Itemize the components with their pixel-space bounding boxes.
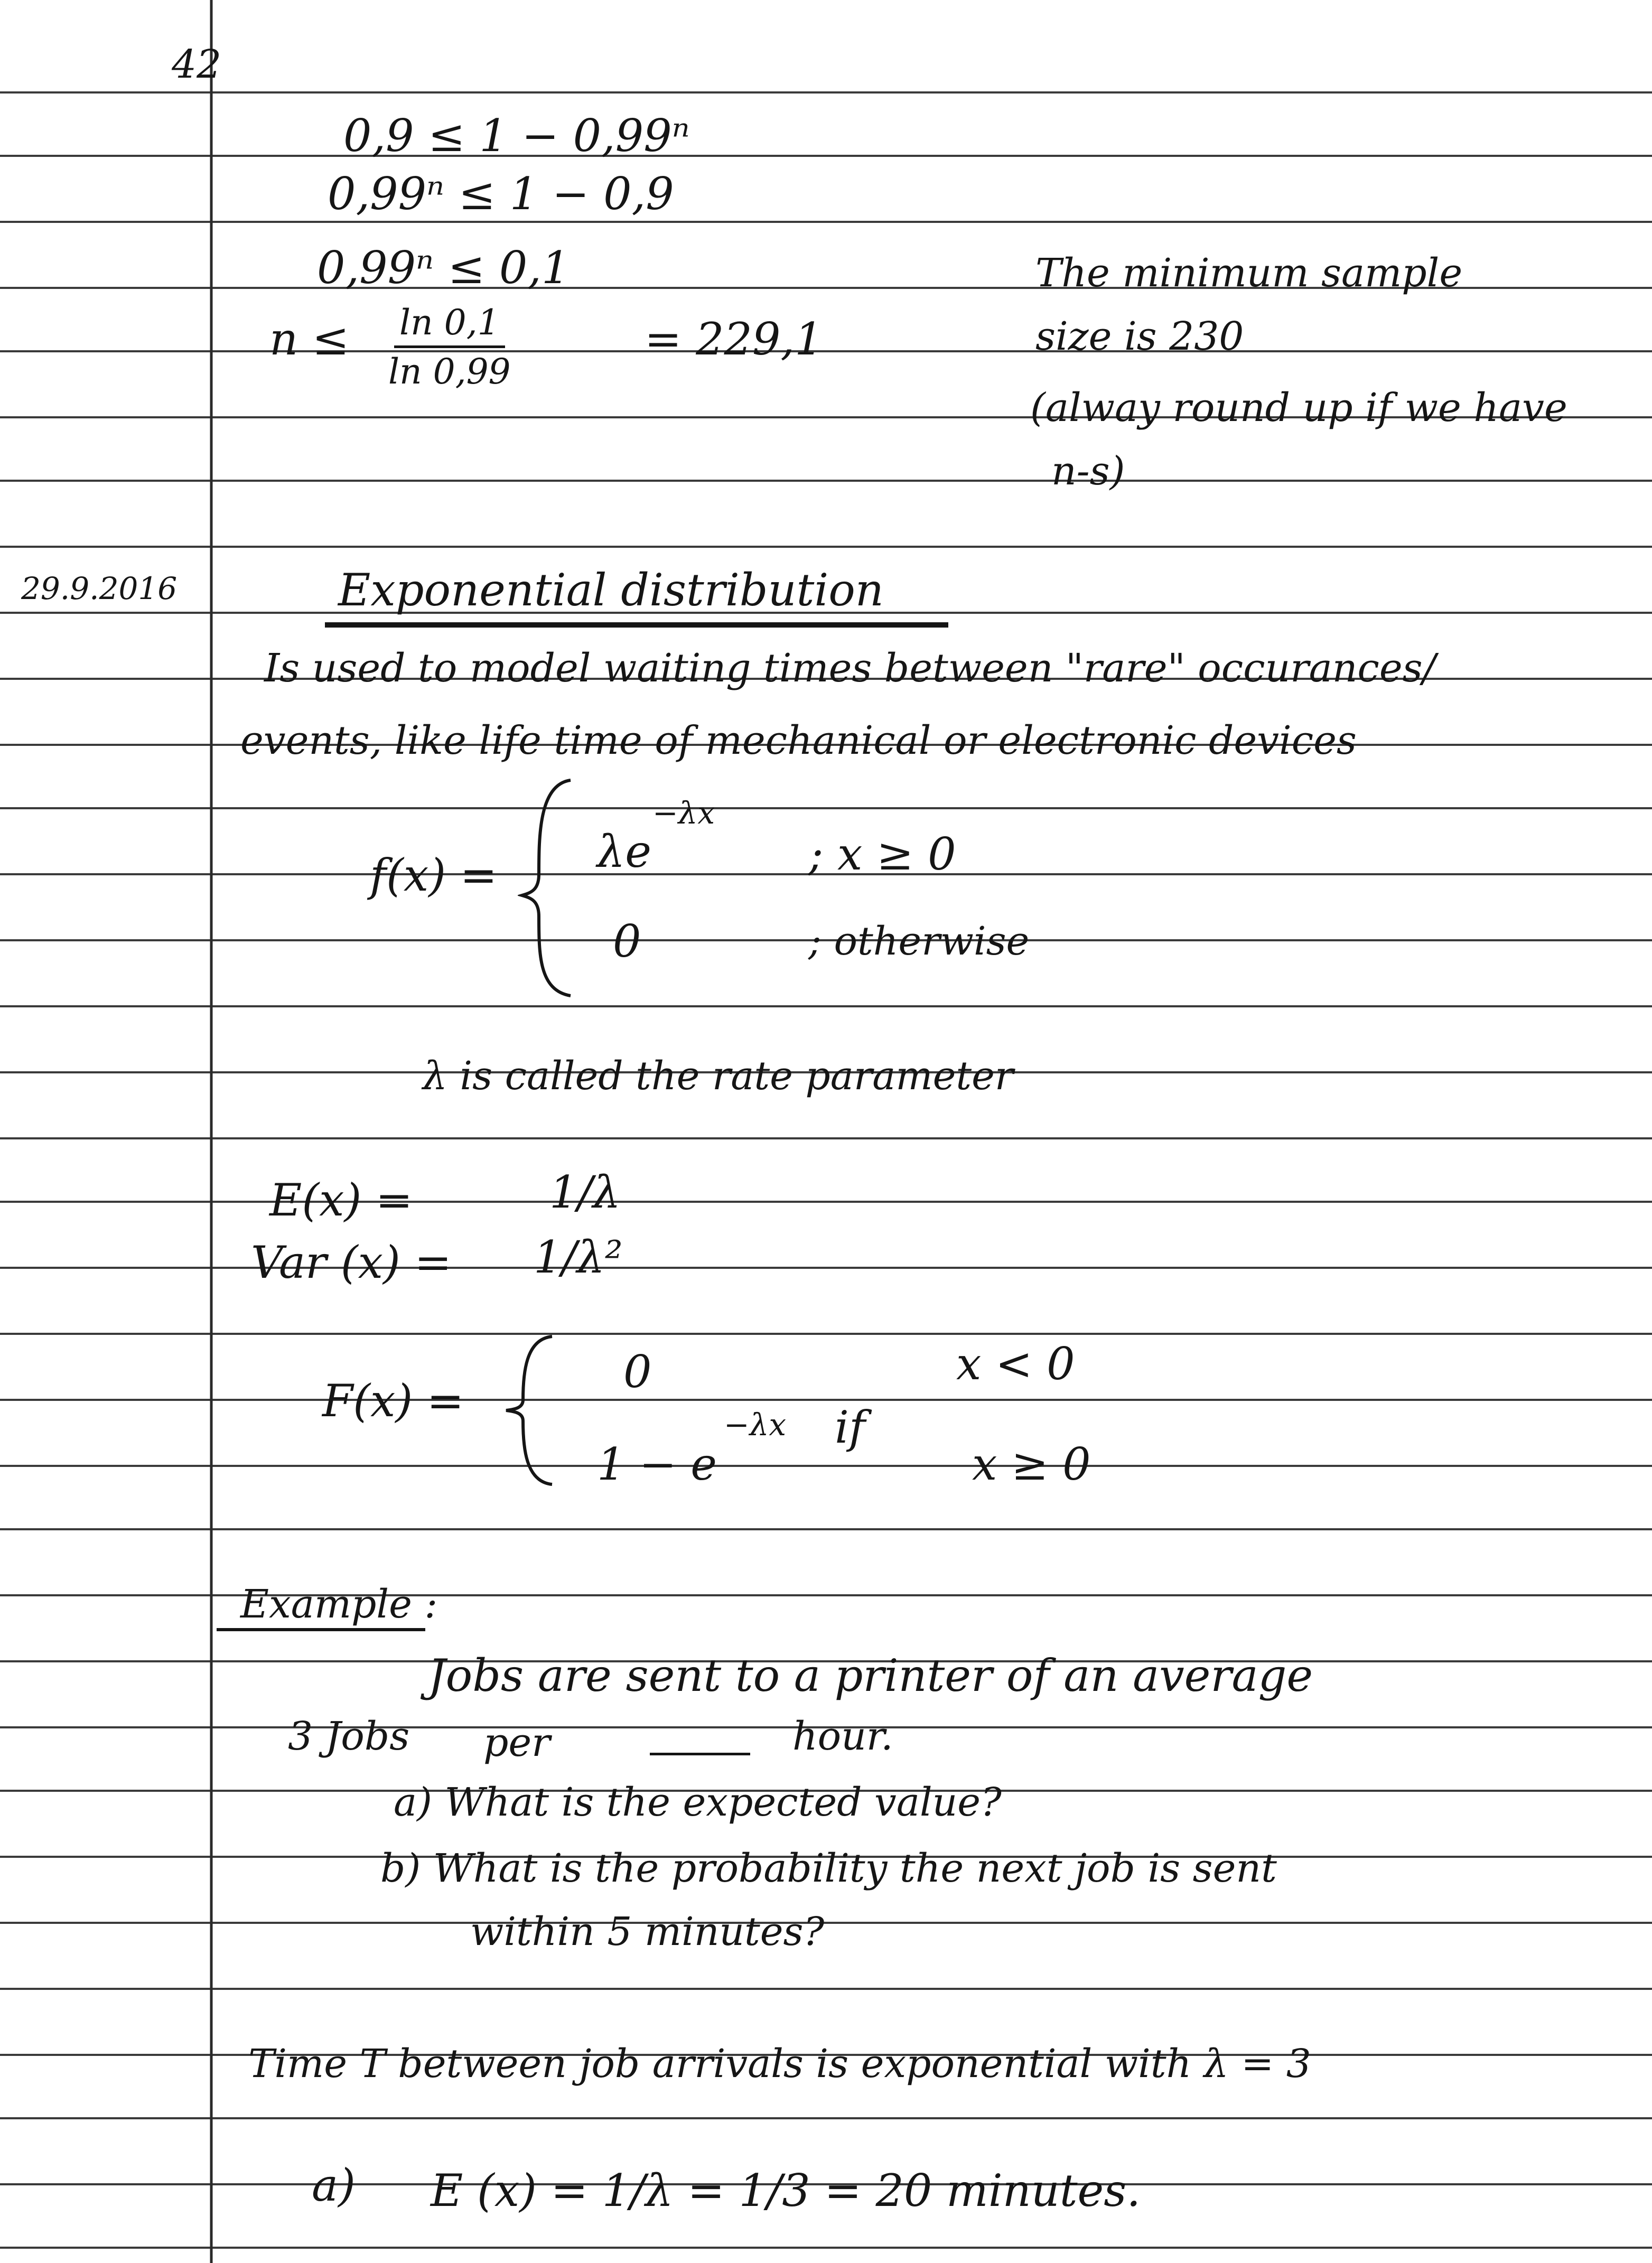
pdf-case2-expr: 0: [613, 915, 641, 967]
question-b-line-1: b) What is the probability the next job is sent: [380, 1846, 1277, 1891]
inequality-line-3: 0,99ⁿ ≤ 0,1: [317, 242, 570, 294]
variance-lhs: Var (x) =: [251, 1237, 452, 1288]
pdf-case1-exponent: −λx: [652, 795, 715, 831]
example-line-2-jobs: 3 Jobs: [288, 1714, 410, 1759]
intro-line-2: events, like life time of mechanical or electronic devices: [240, 718, 1357, 763]
log-fraction-numerator: ln 0,1: [394, 305, 505, 348]
cdf-brace: [502, 1331, 560, 1490]
example-line-2-per: per: [483, 1720, 550, 1765]
inequality-line-2: 0,99ⁿ ≤ 1 − 0,9: [328, 168, 674, 220]
cdf-lhs: F(x) =: [322, 1375, 464, 1427]
example-blank: [650, 1753, 750, 1755]
sample-size-note-4: n-s): [1051, 448, 1125, 494]
rate-parameter-note: λ is called the rate parameter: [423, 1053, 1014, 1099]
inequality-n: n ≤: [269, 313, 350, 365]
sample-size-note-2: size is 230: [1035, 314, 1244, 359]
pdf-brace: [518, 774, 581, 1001]
question-b-line-2: within 5 minutes?: [470, 1909, 825, 1955]
log-fraction-denominator: ln 0,99: [388, 351, 511, 392]
mean-rhs: 1/λ: [549, 1166, 621, 1218]
cdf-if: if: [835, 1401, 865, 1453]
page-number: 42: [172, 42, 222, 87]
mean-lhs: E(x) =: [269, 1174, 413, 1226]
date-label: 29.9.2016: [21, 571, 178, 606]
question-a: a) What is the expected value?: [394, 1780, 1002, 1825]
cdf-case2-condition: x ≥ 0: [972, 1438, 1091, 1490]
example-heading: Example :: [240, 1582, 438, 1627]
sample-size-note-3: (alway round up if we have: [1030, 385, 1567, 431]
model-statement: Time T between job arrivals is exponential with λ = 3: [248, 2041, 1311, 2087]
pdf-case1-expr: λe: [597, 826, 651, 877]
cdf-case1-condition: x < 0: [956, 1338, 1075, 1390]
log-fraction: [388, 302, 511, 392]
example-heading-underline: [217, 1628, 425, 1631]
cdf-case2-exponent: −λx: [724, 1407, 787, 1443]
section-title: Exponential distribution: [338, 564, 884, 616]
cdf-case2-expr: 1 − e: [597, 1438, 717, 1490]
pdf-case2-condition: ; otherwise: [808, 919, 1030, 964]
example-line-2-hour: hour.: [792, 1714, 893, 1759]
cdf-case1-expr: 0: [623, 1346, 652, 1398]
log-result: = 229,1: [645, 313, 823, 365]
example-line-1: Jobs are sent to a printer of an average: [428, 1650, 1313, 1701]
answer-a-label: a): [312, 2159, 356, 2211]
pdf-case1-condition: ; x ≥ 0: [808, 828, 956, 880]
answer-a: E (x) = 1/λ = 1/3 = 20 minutes.: [431, 2165, 1141, 2217]
sample-size-note-1: The minimum sample: [1035, 250, 1463, 296]
pdf-lhs: f(x) =: [370, 849, 498, 901]
intro-line-1: Is used to model waiting times between "rare" occurances/: [264, 646, 1436, 691]
variance-rhs: 1/λ²: [534, 1231, 623, 1283]
section-title-underline: [325, 622, 948, 628]
inequality-line-1: 0,9 ≤ 1 − 0,99ⁿ: [343, 110, 690, 162]
